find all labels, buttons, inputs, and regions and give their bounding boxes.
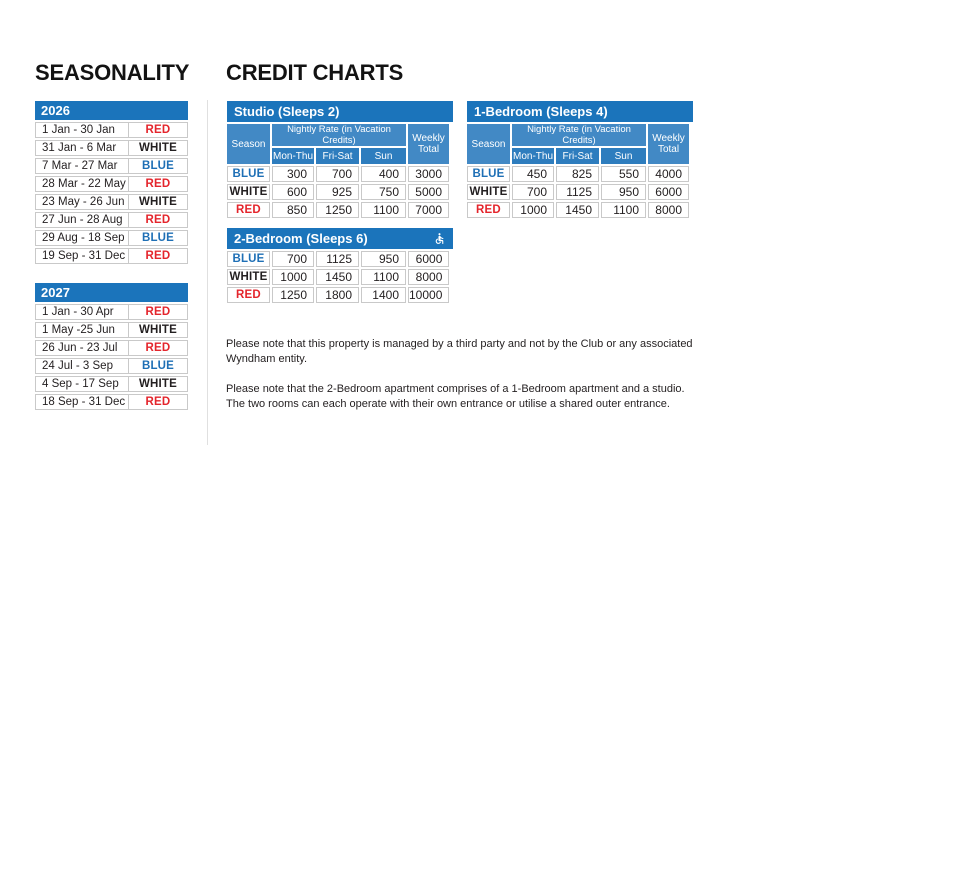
credit-value: 300 — [272, 166, 314, 182]
date-range: 29 Aug - 18 Sep — [36, 231, 129, 245]
table-title-bar — [227, 228, 453, 249]
credit-value: 1250 — [316, 202, 359, 218]
credit-value: 1100 — [601, 202, 646, 218]
season-label: BLUE — [227, 251, 270, 267]
date-range: 7 Mar - 27 Mar — [36, 159, 129, 173]
season-row — [35, 158, 188, 174]
credit-value: 8000 — [408, 269, 449, 285]
date-range: 18 Sep - 31 Dec — [36, 395, 129, 409]
credit-value: 5000 — [408, 184, 449, 200]
season-label: WHITE — [138, 324, 178, 336]
date-range: 1 Jan - 30 Apr — [36, 305, 129, 319]
day-column-header: Mon-Thu — [512, 148, 554, 164]
date-range: 19 Sep - 31 Dec — [36, 249, 129, 263]
credit-row — [227, 251, 449, 267]
credit-value: 1450 — [556, 202, 599, 218]
day-column-header: Fri-Sat — [556, 148, 599, 164]
credit-table-1-bedroom — [467, 101, 693, 220]
season-label: RED — [145, 214, 171, 226]
season-column-header: Season — [227, 124, 270, 164]
credit-value: 925 — [316, 184, 359, 200]
credit-row — [227, 202, 449, 218]
credit-value: 600 — [272, 184, 314, 200]
credit-grid — [225, 122, 451, 220]
date-range: 1 Jan - 30 Jan — [36, 123, 129, 137]
day-column-header: Fri-Sat — [316, 148, 359, 164]
credit-value: 700 — [316, 166, 359, 182]
season-label: RED — [145, 342, 171, 354]
season-label: RED — [145, 124, 171, 136]
season-row — [35, 122, 188, 138]
credit-value: 700 — [512, 184, 554, 200]
credit-charts-heading: CREDIT CHARTS — [226, 60, 404, 85]
season-row — [35, 358, 188, 374]
season-row — [35, 212, 188, 228]
table-title: Studio (Sleeps 2) — [234, 104, 340, 119]
credit-row — [227, 287, 449, 303]
season-label: BLUE — [227, 166, 270, 182]
third-party-note: Please note that this property is managed by a third party and not by the Club or any associated Wyndham entity. — [226, 338, 693, 365]
season-label: BLUE — [141, 360, 175, 372]
credit-value: 4000 — [648, 166, 689, 182]
season-column-header: Season — [467, 124, 510, 164]
season-row — [35, 176, 188, 192]
credit-value: 750 — [361, 184, 406, 200]
credit-value: 950 — [601, 184, 646, 200]
credit-grid — [225, 249, 451, 305]
season-label: RED — [145, 250, 171, 262]
credit-value: 825 — [556, 166, 599, 182]
credit-value: 1125 — [556, 184, 599, 200]
credit-value: 7000 — [408, 202, 449, 218]
season-label: BLUE — [141, 160, 175, 172]
credit-value: 1800 — [316, 287, 359, 303]
credit-value: 550 — [601, 166, 646, 182]
season-label: RED — [467, 202, 510, 218]
credit-row — [467, 166, 689, 182]
season-label: RED — [227, 202, 270, 218]
season-label: WHITE — [138, 196, 178, 208]
weekly-total-header: Weekly Total — [648, 124, 689, 164]
season-label: WHITE — [227, 269, 270, 285]
credit-value: 950 — [361, 251, 406, 267]
credit-row — [467, 184, 689, 200]
credit-value: 1000 — [512, 202, 554, 218]
date-range: 26 Jun - 23 Jul — [36, 341, 129, 355]
season-label: WHITE — [467, 184, 510, 200]
wheelchair-accessible-icon — [433, 232, 446, 245]
credit-value: 1125 — [316, 251, 359, 267]
season-label: WHITE — [227, 184, 270, 200]
credit-row — [227, 269, 449, 285]
seasonality-table-2027 — [35, 283, 188, 410]
credit-table-studio — [227, 101, 453, 220]
nightly-rate-header: Nightly Rate (in Vacation Credits) — [512, 124, 646, 146]
credit-value: 1250 — [272, 287, 314, 303]
credit-value: 850 — [272, 202, 314, 218]
credit-value: 1450 — [316, 269, 359, 285]
nightly-rate-header: Nightly Rate (in Vacation Credits) — [272, 124, 406, 146]
credit-value: 400 — [361, 166, 406, 182]
season-label: RED — [145, 396, 171, 408]
date-range: 4 Sep - 17 Sep — [36, 377, 129, 391]
date-range: 1 May -25 Jun — [36, 323, 129, 337]
credit-value: 1000 — [272, 269, 314, 285]
credit-row — [227, 184, 449, 200]
date-range: 27 Jun - 28 Aug — [36, 213, 129, 227]
season-rows — [35, 304, 188, 410]
vertical-divider — [207, 100, 208, 445]
season-row — [35, 394, 188, 410]
credit-row — [227, 166, 449, 182]
two-bedroom-note: Please note that the 2-Bedroom apartment comprises of a 1-Bedroom apartment and a studio. The two rooms can each operate with their own entrance or utilise a shared outer entrance. — [226, 383, 685, 410]
season-rows — [35, 122, 188, 264]
credit-grid — [465, 122, 691, 220]
credit-value: 1100 — [361, 269, 406, 285]
day-column-header: Sun — [601, 148, 646, 164]
day-column-header: Sun — [361, 148, 406, 164]
credit-value: 700 — [272, 251, 314, 267]
season-label: WHITE — [138, 142, 178, 154]
table-title: 2-Bedroom (Sleeps 6) — [234, 231, 368, 246]
credit-value: 1100 — [361, 202, 406, 218]
table-title-bar — [467, 101, 693, 122]
date-range: 28 Mar - 22 May — [36, 177, 129, 191]
season-label: BLUE — [467, 166, 510, 182]
season-label: RED — [145, 178, 171, 190]
credit-value: 10000 — [408, 287, 449, 303]
weekly-total-header: Weekly Total — [408, 124, 449, 164]
seasonality-table-2026 — [35, 101, 188, 264]
year-header: 2027 — [35, 283, 188, 302]
credit-value: 8000 — [648, 202, 689, 218]
season-label: RED — [145, 306, 171, 318]
season-row — [35, 194, 188, 210]
credit-value: 6000 — [648, 184, 689, 200]
date-range: 31 Jan - 6 Mar — [36, 141, 129, 155]
credit-value: 1400 — [361, 287, 406, 303]
credit-table-2-bedroom — [227, 228, 453, 305]
season-label: WHITE — [138, 378, 178, 390]
table-title-bar — [227, 101, 453, 122]
seasonality-heading: SEASONALITY — [35, 60, 190, 85]
season-row — [35, 140, 188, 156]
year-header: 2026 — [35, 101, 188, 120]
credit-value: 6000 — [408, 251, 449, 267]
date-range: 23 May - 26 Jun — [36, 195, 129, 209]
season-row — [35, 340, 188, 356]
credit-value: 450 — [512, 166, 554, 182]
credit-row — [467, 202, 689, 218]
day-column-header: Mon-Thu — [272, 148, 314, 164]
season-row — [35, 230, 188, 246]
season-row — [35, 322, 188, 338]
season-label: RED — [227, 287, 270, 303]
season-label: BLUE — [141, 232, 175, 244]
season-row — [35, 376, 188, 392]
season-row — [35, 248, 188, 264]
date-range: 24 Jul - 3 Sep — [36, 359, 129, 373]
table-title: 1-Bedroom (Sleeps 4) — [474, 104, 608, 119]
season-row — [35, 304, 188, 320]
credit-value: 3000 — [408, 166, 449, 182]
